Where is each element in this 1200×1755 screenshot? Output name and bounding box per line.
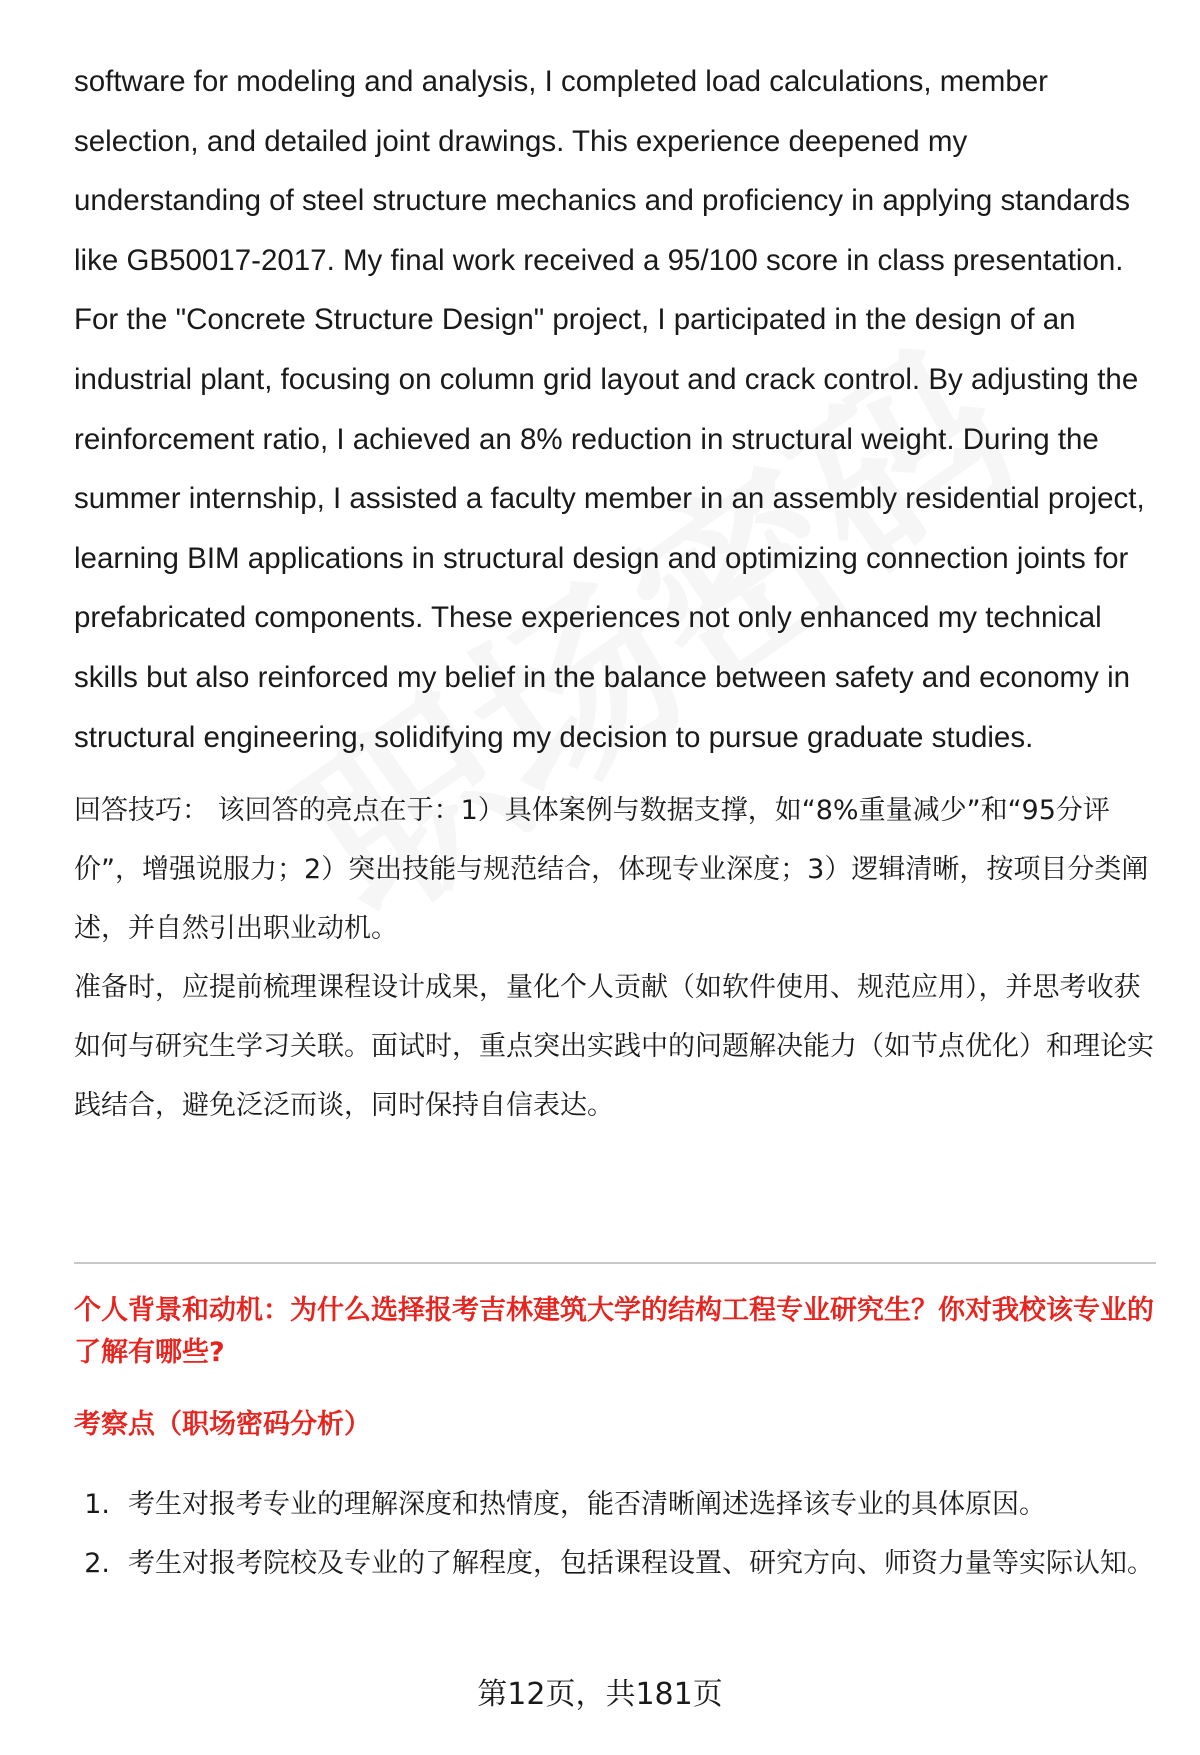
tips-paragraph-2: 准备时，应提前梳理课程设计成果，量化个人贡献（如软件使用、规范应用），并思考收获如何与研究生学习关联。面试时，重点突出实践中的问题解决能力（如节点优化）和理论实践结合，避免泛泛而谈，同时保持自信表达。	[74, 972, 1154, 1122]
answer-tips	[74, 781, 1160, 1135]
list-item-text: 考生对报考专业的理解深度和热情度，能否清晰阐述选择该专业的具体原因。	[128, 1489, 1046, 1520]
answer-paragraph: software for modeling and analysis, I completed load calculations, member selection, and detailed joint drawings. This experience deepened my understanding of steel structure mechanics and proficiency in applying standards like GB50017-2017. My final work received a 95/100 score in class presentation. For the "Concrete Structure Design" project, I participated in the design of an industrial plant, focusing on column grid layout and crack control. By adjusting the reinforcement ratio, I achieved an 8% reduction in structural weight. During the summer internship, I assisted a faculty member in an assembly residential project, learning BIM applications in structural design and optimizing connection joints for prefabricated components. These experiences not only enhanced my technical skills but also reinforced my belief in the balance between safety and economy in structural engineering, solidifying my decision to pursue graduate studies.	[74, 65, 1145, 754]
tips-paragraph-1: 回答技巧： 该回答的亮点在于：1）具体案例与数据支撑，如“8%重量减少”和“95分评价”，增强说服力；2）突出技能与规范结合，体现专业深度；3）逻辑清晰，按项目分类阐述，并自然引出职业动机。	[74, 795, 1149, 945]
assessment-heading: 考察点（职场密码分析）	[74, 1409, 371, 1440]
assessment-list	[74, 1475, 1160, 1593]
list-item-number: 1.	[84, 1489, 110, 1520]
document-body	[74, 52, 1160, 1135]
list-item	[74, 1475, 1160, 1534]
list-item	[74, 1534, 1160, 1593]
list-item-text: 考生对报考院校及专业的了解程度，包括课程设置、研究方向、师资力量等实际认知。	[128, 1548, 1154, 1579]
page-footer: 第12页，共181页	[477, 1677, 723, 1712]
section-divider	[74, 1262, 1156, 1264]
question-heading: 个人背景和动机：为什么选择报考吉林建筑大学的结构工程专业研究生？你对我校该专业的了解有哪些?	[74, 1295, 1154, 1368]
list-item-number: 2.	[84, 1548, 110, 1579]
